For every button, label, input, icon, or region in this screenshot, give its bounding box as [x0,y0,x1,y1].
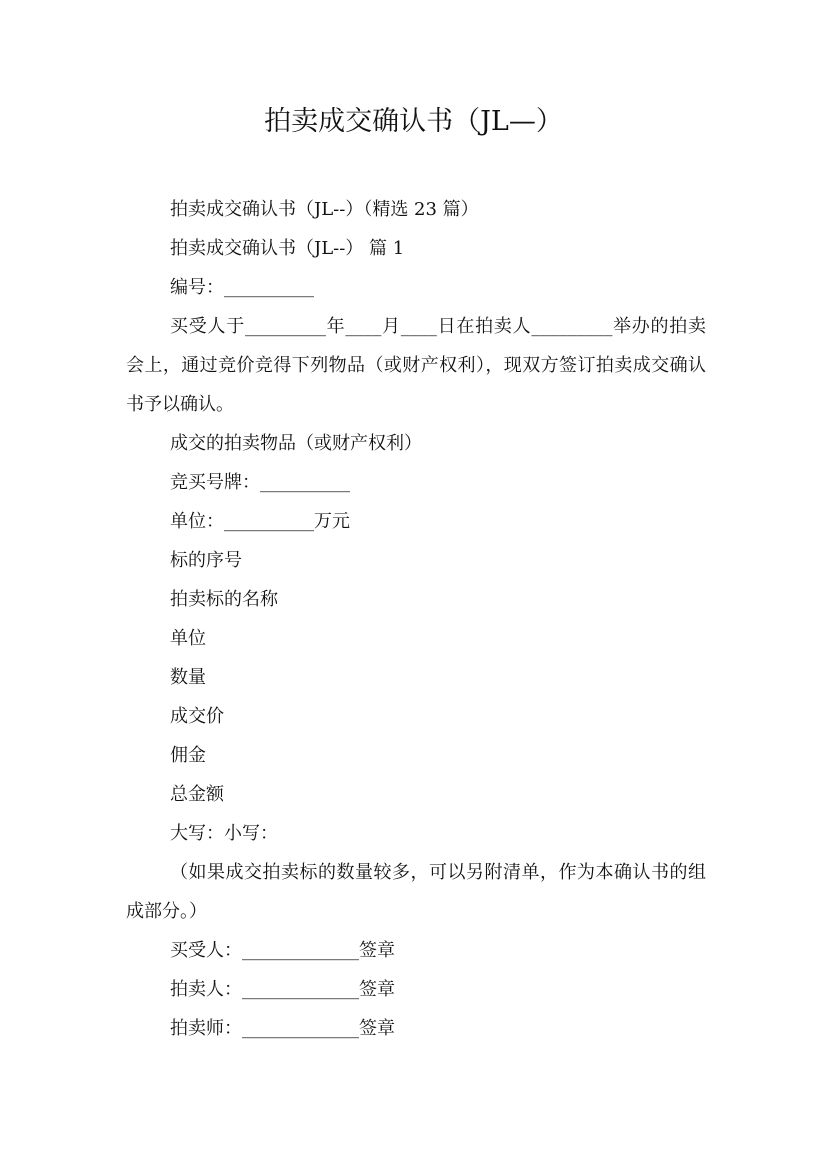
paragraph-lot-number: 标的序号 [170,550,242,571]
paragraph-section-heading: 拍卖成交确认书（JL--） 篇 1 [170,238,405,259]
paragraph-unit: 单位 [170,628,206,649]
paragraph-items-heading: 成交的拍卖物品（或财产权利） [170,433,422,454]
paragraph-intro: 买受人于_________年____月____日在拍卖人_________举办的拍卖会上，通过竞价竞得下列物品（或财产权利），现双方签订拍卖成交确认书予以确认。 [126,316,706,415]
document-body [126,190,706,1048]
paragraph-serial-number: 编号：__________ [170,277,314,298]
paragraph-subtitle: 拍卖成交确认书（JL--）（精选 23 篇） [170,199,479,220]
paragraph-auction-host-signature: 拍卖师：_____________签章 [170,1018,395,1039]
document-title: 拍卖成交确认书（JL—） [264,106,563,137]
paragraph-attachment-note: （如果成交拍卖标的数量较多，可以另附清单，作为本确认书的组成部分。） [126,862,706,922]
paragraph-amount-words-figures: 大写：小写： [170,823,278,844]
paragraph-lot-name: 拍卖标的名称 [170,589,278,610]
paragraph-unit-amount: 单位：__________万元 [170,511,350,532]
paragraph-quantity: 数量 [170,667,206,688]
paragraph-bid-number: 竞买号牌：__________ [170,472,350,493]
paragraph-total-amount: 总金额 [170,784,224,805]
paragraph-auctioneer-signature: 拍卖人：_____________签章 [170,979,395,1000]
paragraph-buyer-signature: 买受人：_____________签章 [170,940,395,961]
paragraph-commission: 佣金 [170,745,206,766]
paragraph-final-price: 成交价 [170,706,224,727]
